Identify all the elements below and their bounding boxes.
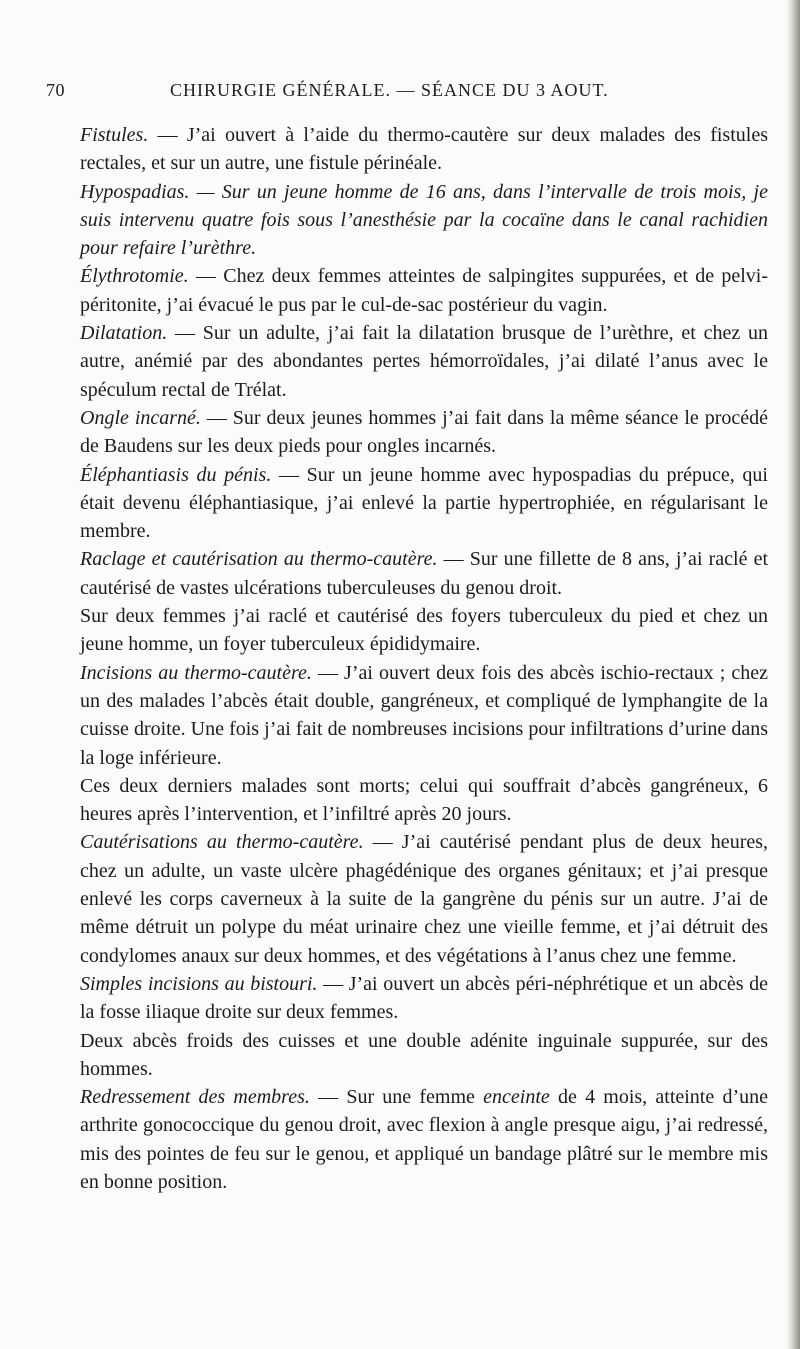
paragraph-text: — Chez deux femmes atteintes de salpingites suppurées, et de pelvi-péritonite, j’ai évacué le pus par le cul-de-sac postérieur du vagin. (80, 265, 768, 316)
running-title: CHIRURGIE GÉNÉRALE. — SÉANCE DU 3 AOUT. (170, 80, 609, 100)
paragraph-text: Deux abcès froids des cuisses et une double adénite inguinale suppurée, sur des hommes. (80, 1029, 768, 1080)
paragraph-text: — Sur deux jeunes hommes j’ai fait dans la même séance le procédé de Baudens sur les deux pieds pour ongles incarnés. (80, 406, 768, 458)
paragraph-text: — Sur une femme (309, 1086, 484, 1109)
page-edge-shadow (786, 0, 800, 1349)
paragraph-fistules (80, 121, 768, 178)
paragraph-hypospadias (80, 178, 768, 263)
paragraph-text: Ces deux derniers malades sont morts; celui qui souffrait d’abcès gangréneux, 6 heures après l’intervention, et l’infiltré après 20 jours. (80, 774, 768, 826)
paragraph-text-tail: de 4 mois, atteinte d’une arthrite gonococcique du genou droit, avec flexion à angle presque aigu, j’ai redressé, mis des pointes de feu sur le genou, et appliqué un bandage plâtré sur le membre mis en bonne position. (80, 1086, 768, 1193)
section-heading: Cautérisations au thermo-cautère. (80, 831, 364, 854)
paragraph-cauterisations (80, 828, 768, 969)
paragraph-incisions-bistouri (80, 970, 768, 1027)
section-heading: Redressement des membres. (80, 1086, 310, 1109)
paragraph-text: — Sur un jeune homme avec hypospadias du prépuce, qui était devenu éléphantiasique, j’ai enlevé la partie hypertrophiée, en régularisant le membre. (80, 463, 768, 543)
section-heading: Simples incisions au bistouri. (80, 972, 318, 995)
section-heading: Ongle incarné. (80, 406, 201, 429)
section-heading: Dilatation. (80, 322, 168, 345)
paragraph-text: — J’ai ouvert à l’aide du thermo-cautère sur deux malades des fistules rectales, et sur un autre, une fistule périnéale. (80, 124, 768, 175)
body-text (80, 121, 768, 1196)
paragraph-elythrotomie (80, 262, 768, 319)
paragraph-dilatation (80, 319, 768, 404)
paragraph-elephantiasis (80, 461, 768, 546)
paragraph-incisions-thermo (80, 659, 768, 772)
paragraph-raclage (80, 545, 768, 602)
paragraph-raclage-suite (80, 602, 768, 659)
section-heading: Élythrotomie. (80, 265, 189, 288)
italic-word: enceinte (483, 1086, 550, 1109)
section-heading: Fistules. (80, 124, 149, 146)
paragraph-redressement (80, 1083, 768, 1196)
paragraph-abces-froids (80, 1027, 768, 1084)
paragraph-text: — J’ai cautérisé pendant plus de deux heures, chez un adulte, un vaste ulcère phagédénique des organes génitaux; et j’ai presque enlevé les corps caverneux à la suite de la gangrène du pénis sur un autre. J’ai de même détruit un polype du méat urinaire chez une vieille femme, et j’ai détruit des condylomes anaux sur deux hommes, et des végétations à l’anus chez une femme. (80, 831, 769, 967)
page-number: 70 (46, 80, 65, 100)
section-heading: Hypospadias. (80, 180, 190, 203)
section-heading: Incisions au thermo-cautère. (80, 661, 312, 684)
paragraph-text: — Sur un jeune homme de 16 ans, dans l’intervalle de trois mois, je suis intervenu quatre fois sous l’anesthésie par la cocaïne dans le canal rachidien pour refaire l’urèthre. (80, 180, 768, 260)
paragraph-text: — Sur une fillette de 8 ans, j’ai raclé et cautérisé de vastes ulcérations tuberculeuses du genou droit. (80, 548, 769, 599)
paragraph-deces (80, 772, 768, 829)
paragraph-text: Sur deux femmes j’ai raclé et cautérisé des foyers tuberculeux du pied et chez un jeune homme, un foyer tuberculeux épididymaire. (80, 605, 768, 656)
paragraph-text: — J’ai ouvert deux fois des abcès ischio-rectaux ; chez un des malades l’abcès était double, gangréneux, et compliqué de lymphangite de la cuisse droite. Une fois j’ai fait de nombreuses incisions pour infiltrations d’urine dans la loge inférieure. (80, 661, 768, 769)
paragraph-ongle-incarne (80, 404, 768, 461)
section-heading: Raclage et cautérisation au thermo-cautère. (80, 548, 438, 571)
paragraph-text: — Sur un adulte, j’ai fait la dilatation brusque de l’urèthre, et chez un autre, anémié par des abondantes pertes hémorroïdales, j’ai dilaté l’anus avec le spéculum rectal de Trélat. (80, 322, 768, 401)
section-heading: Éléphantiasis du pénis. (80, 463, 272, 486)
paragraph-text: — J’ai ouvert un abcès péri-néphrétique et un abcès de la fosse iliaque droite sur deux femmes. (80, 972, 768, 1024)
page-header (46, 80, 780, 104)
